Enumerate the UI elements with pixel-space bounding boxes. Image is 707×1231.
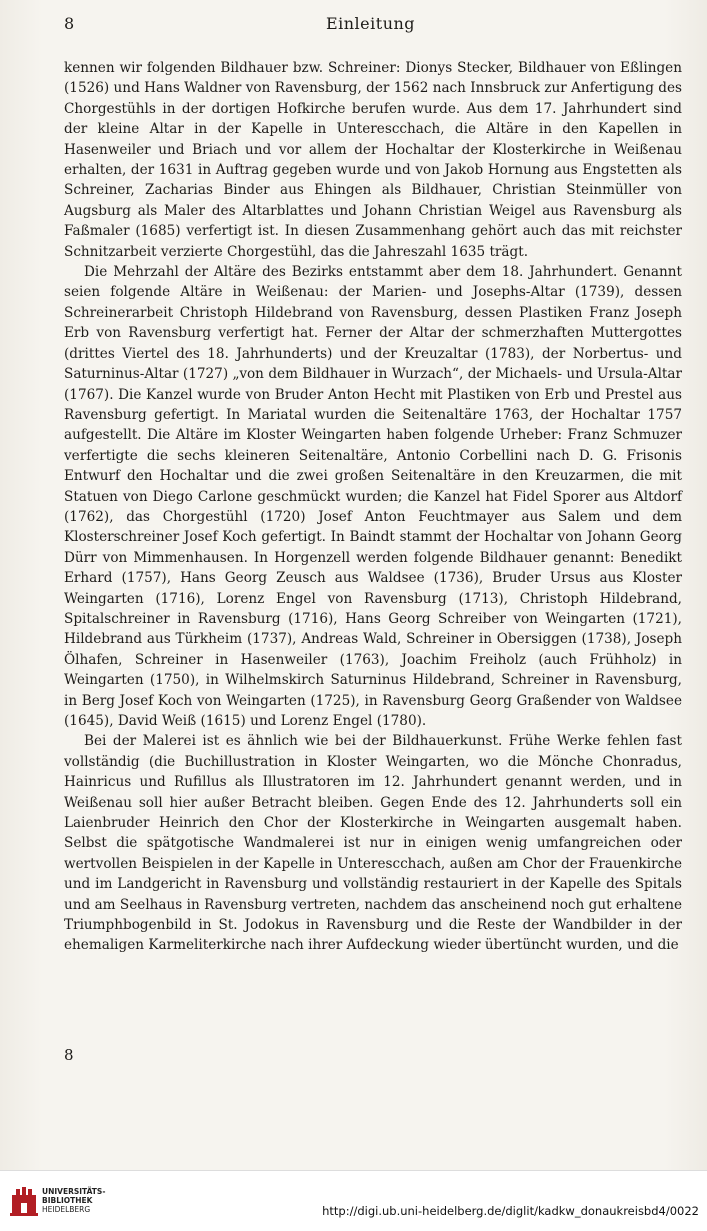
paragraph-1: kennen wir folgenden Bildhauer bzw. Schreiner: Dionys Stecker, Bildhauer von Eßlingen (1526) und Hans Waldner von Ravensburg, der 1562 nach Innsbruck zur Anfertigung des Chorgestühls in der dortigen Hofkirche berufen wurde. Aus dem 17. Jahrhundert sind der kleine Altar in der Kapelle in Unterescchach, die Altäre in den Kapellen in Hasenweiler und Briach und vor allem der Hochaltar der Klosterkirche in Weißenau erhalten, der 1631 in Auftrag gegeben wurde und von Jakob Hornung aus Engstetten als Schreiner, Zacharias Binder aus Ehingen als Bildhauer, Christian Steinmüller von Augsburg als Maler des Altarblattes und Johann Christian Weigel aus Ravensburg als Faßmaler (1685) verfertigt ist. In diesen Zusammenhang gehört auch das mit reichster Schnitzarbeit verzierte Chorgestühl, das die Jahreszahl 1635 trägt.: [64, 60, 682, 260]
running-header: [64, 14, 677, 36]
body-text: [64, 58, 682, 956]
library-line-3: HEIDELBERG: [42, 1205, 91, 1214]
library-line-2: BIBLIOTHEK: [42, 1196, 93, 1205]
paragraph-2: Die Mehrzahl der Altäre des Bezirks entstammt aber dem 18. Jahrhundert. Genannt seien folgende Altäre in Weißenau: der Marien- und Josephs-Altar (1739), dessen Schreinerarbeit Christoph Hildebrand von Ravensburg, dessen Plastiken Franz Joseph Erb von Ravensburg verfertigt hat. Ferner der Altar der schmerzhaften Muttergottes (drittes Viertel des 18. Jahrhunderts) und der Kreuzaltar (1783), der Norbertus- und Saturninus-Altar (1727) „von dem Bildhauer in Wurzach“, der Michaels- und Ursula-Altar (1767). Die Kanzel wurde von Bruder Anton Hecht mit Plastiken von Erb und Prestel aus Ravensburg gefertigt. In Mariatal wurden die Seitenaltäre 1763, der Hochaltar 1757 aufgestellt. Die Altäre im Kloster Weingarten haben folgende Urheber: Franz Schmuzer verfertigte die sechs kleineren Seitenaltäre, Antonio Corbellini nach D. G. Frisonis Entwurf den Hochaltar und die zwei großen Seitenaltäre in den Kreuzarmen, die mit Statuen von Diego Carlone geschmückt wurden; die Kanzel hat Fidel Sporer aus Altdorf (1762), das Chorgestühl (1720) Josef Anton Feuchtmayer aus Salem und dem Klosterschreiner Josef Koch gefertigt. In Baindt stammt der Hochaltar von Johann Georg Dürr von Mimmenhausen. In Horgenzell werden folgende Bildhauer genannt: Benedikt Erhard (1757), Hans Georg Zeusch aus Waldsee (1736), Bruder Ursus aus Kloster Weingarten (1716), Lorenz Engel von Ravensburg (1713), Christoph Hildebrand, Spitalschreiner in Ravensburg (1716), Hans Georg Schreiber von Weingarten (1721), Hildebrand aus Türkheim (1737), Andreas Wald, Schreiner in Obersiggen (1738), Joseph Ölhafen, Schreiner in Hasenweiler (1763), Joachim Freiholz (auch Frühholz) in Weingarten (1750), in Wilhelmskirch Saturninus Hildebrand, Schreiner in Ravensburg, in Berg Josef Koch von Weingarten (1725), in Ravensburg Georg Graßender von Waldsee (1645), David Weiß (1615) und Lorenz Engel (1780).: [64, 264, 682, 729]
paragraph-3: Bei der Malerei ist es ähnlich wie bei der Bildhauerkunst. Frühe Werke fehlen fast vollständig (die Buchillustration in Kloster Weingarten, wo die Mönche Chonradus, Hainricus und Rufillus als Illustratoren im 12. Jahrhundert genannt werden, und in Weißenau soll hier außer Betracht bleiben. Gegen Ende des 12. Jahrhunderts soll ein Laienbruder Heinrich den Chor der Klosterkirche in Weingarten ausgemalt haben. Selbst die spätgotische Wandmalerei ist nur in einigen wenig umfangreichen oder wertvollen Beispielen in der Kapelle in Unterescchach, außen am Chor der Frauenkirche und im Landgericht in Ravensburg und vollständig restauriert in der Kapelle des Spitals und am Seelhaus in Ravensburg vertreten, nachdem das anscheinend noch gut erhaltene Triumphbogenbild in St. Jodokus in Ravensburg und die Reste der Wandbilder in der ehemaligen Karmeliterkirche nach ihrer Aufdeckung wieder übertüncht wurden, und die: [64, 733, 682, 954]
library-logo-icon: [10, 1185, 38, 1217]
library-name: [42, 1187, 105, 1214]
header-title: Einleitung: [325, 14, 416, 33]
library-line-1: UNIVERSITÄTS-: [42, 1187, 106, 1196]
footer-page-number: 8: [64, 1046, 74, 1064]
permalink-url[interactable]: http://digi.ub.uni-heidelberg.de/diglit/kadkw_donaukreisbd4/0022: [322, 1204, 699, 1218]
header-page-number: 8: [64, 14, 75, 33]
viewer-footer: [0, 1170, 707, 1231]
